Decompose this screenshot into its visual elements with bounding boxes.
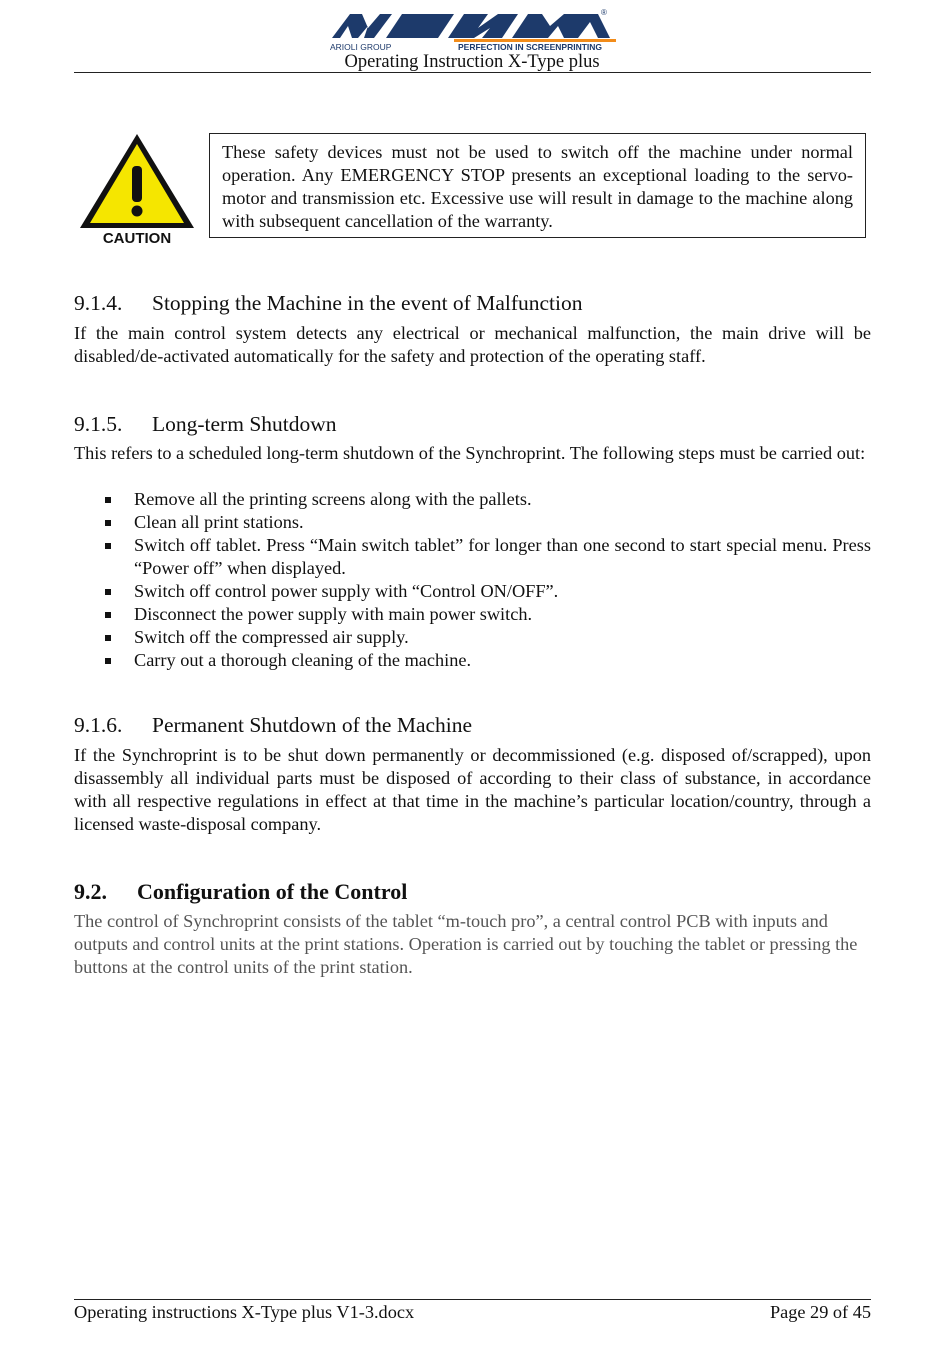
section-number: 9.1.5.	[74, 412, 123, 436]
bullet-square-icon	[105, 497, 111, 503]
bullet-square-icon	[105, 635, 111, 641]
shutdown-steps-list	[74, 488, 871, 672]
footer-document-name: Operating instructions X-Type plus V1-3.docx	[74, 1302, 415, 1322]
section-title: Long-term Shutdown	[152, 412, 337, 436]
section-body-9-1-4: If the main control system detects any electrical or mechanical malfunction, the main drive will be disabled/de-activated automatically for the safety and protection of the operating staff.	[74, 323, 871, 366]
section-heading-9-1-4	[74, 291, 583, 316]
list-item: Clean all print stations.	[74, 511, 871, 534]
header-divider	[74, 72, 871, 73]
caution-note	[209, 133, 866, 238]
section-heading-9-1-5	[74, 412, 337, 437]
bullet-square-icon	[105, 520, 111, 526]
section-body-9-2: The control of Synchroprint consists of the tablet “m-touch pro”, a central control PCB with inputs and outputs and control units at the print stations. Operation is carried out by touching the tablet or pressing the buttons at the control units of the print station.	[74, 911, 858, 977]
footer-divider	[74, 1299, 871, 1300]
bullet-square-icon	[105, 658, 111, 664]
section-title: Stopping the Machine in the event of Malfunction	[152, 291, 583, 315]
list-item: Switch off the compressed air supply.	[74, 626, 871, 649]
logo-left-caption: ARIOLI GROUP	[330, 42, 392, 52]
section-heading-9-1-6	[74, 713, 472, 738]
registered-mark: ®	[601, 8, 607, 17]
bullet-square-icon	[105, 543, 111, 549]
list-item: Switch off control power supply with “Control ON/OFF”.	[74, 580, 871, 603]
list-item: Remove all the printing screens along with the pallets.	[74, 488, 871, 511]
section-number: 9.2.	[74, 879, 107, 904]
bullet-square-icon	[105, 589, 111, 595]
list-item: Carry out a thorough cleaning of the machine.	[74, 649, 871, 672]
header-title: Operating Instruction X-Type plus	[344, 52, 600, 72]
logo-right-caption: PERFECTION IN SCREENPRINTING	[458, 42, 603, 52]
section-body-9-1-6: If the Synchroprint is to be shut down permanently or decommissioned (e.g. disposed of/scrapped), upon disassembly all individual parts must be disposed of according to their class of substance, in accordance with all respective regulations in effect at that time in the machine’s particular location/country, through a licensed waste-disposal company.	[74, 745, 871, 834]
bullet-square-icon	[105, 612, 111, 618]
section-body-9-1-5: This refers to a scheduled long-term shutdown of the Synchroprint. The following steps must be carried out:	[74, 443, 866, 463]
list-item: Disconnect the power supply with main power switch.	[74, 603, 871, 626]
caution-warning-icon	[78, 132, 196, 248]
list-item: Switch off tablet. Press “Main switch tablet” for longer than one second to start special menu. Press “Power off” when displayed.	[74, 534, 871, 580]
section-title: Configuration of the Control	[137, 879, 408, 904]
caution-text: These safety devices must not be used to switch off the machine under normal operation. Any EMERGENCY STOP presents an exceptional loading to the servo-motor and transmission etc. Excessive use will result in damage to the machine along with subsequent cancellation of the warranty.	[222, 142, 853, 231]
mhm-logo	[328, 8, 620, 54]
section-heading-9-2	[74, 879, 407, 905]
section-title: Permanent Shutdown of the Machine	[152, 713, 473, 737]
footer-page-number: Page 29 of 45	[769, 1302, 871, 1322]
caution-icon-label: CAUTION	[102, 230, 172, 247]
section-number: 9.1.4.	[74, 291, 123, 315]
section-number: 9.1.6.	[74, 713, 123, 737]
